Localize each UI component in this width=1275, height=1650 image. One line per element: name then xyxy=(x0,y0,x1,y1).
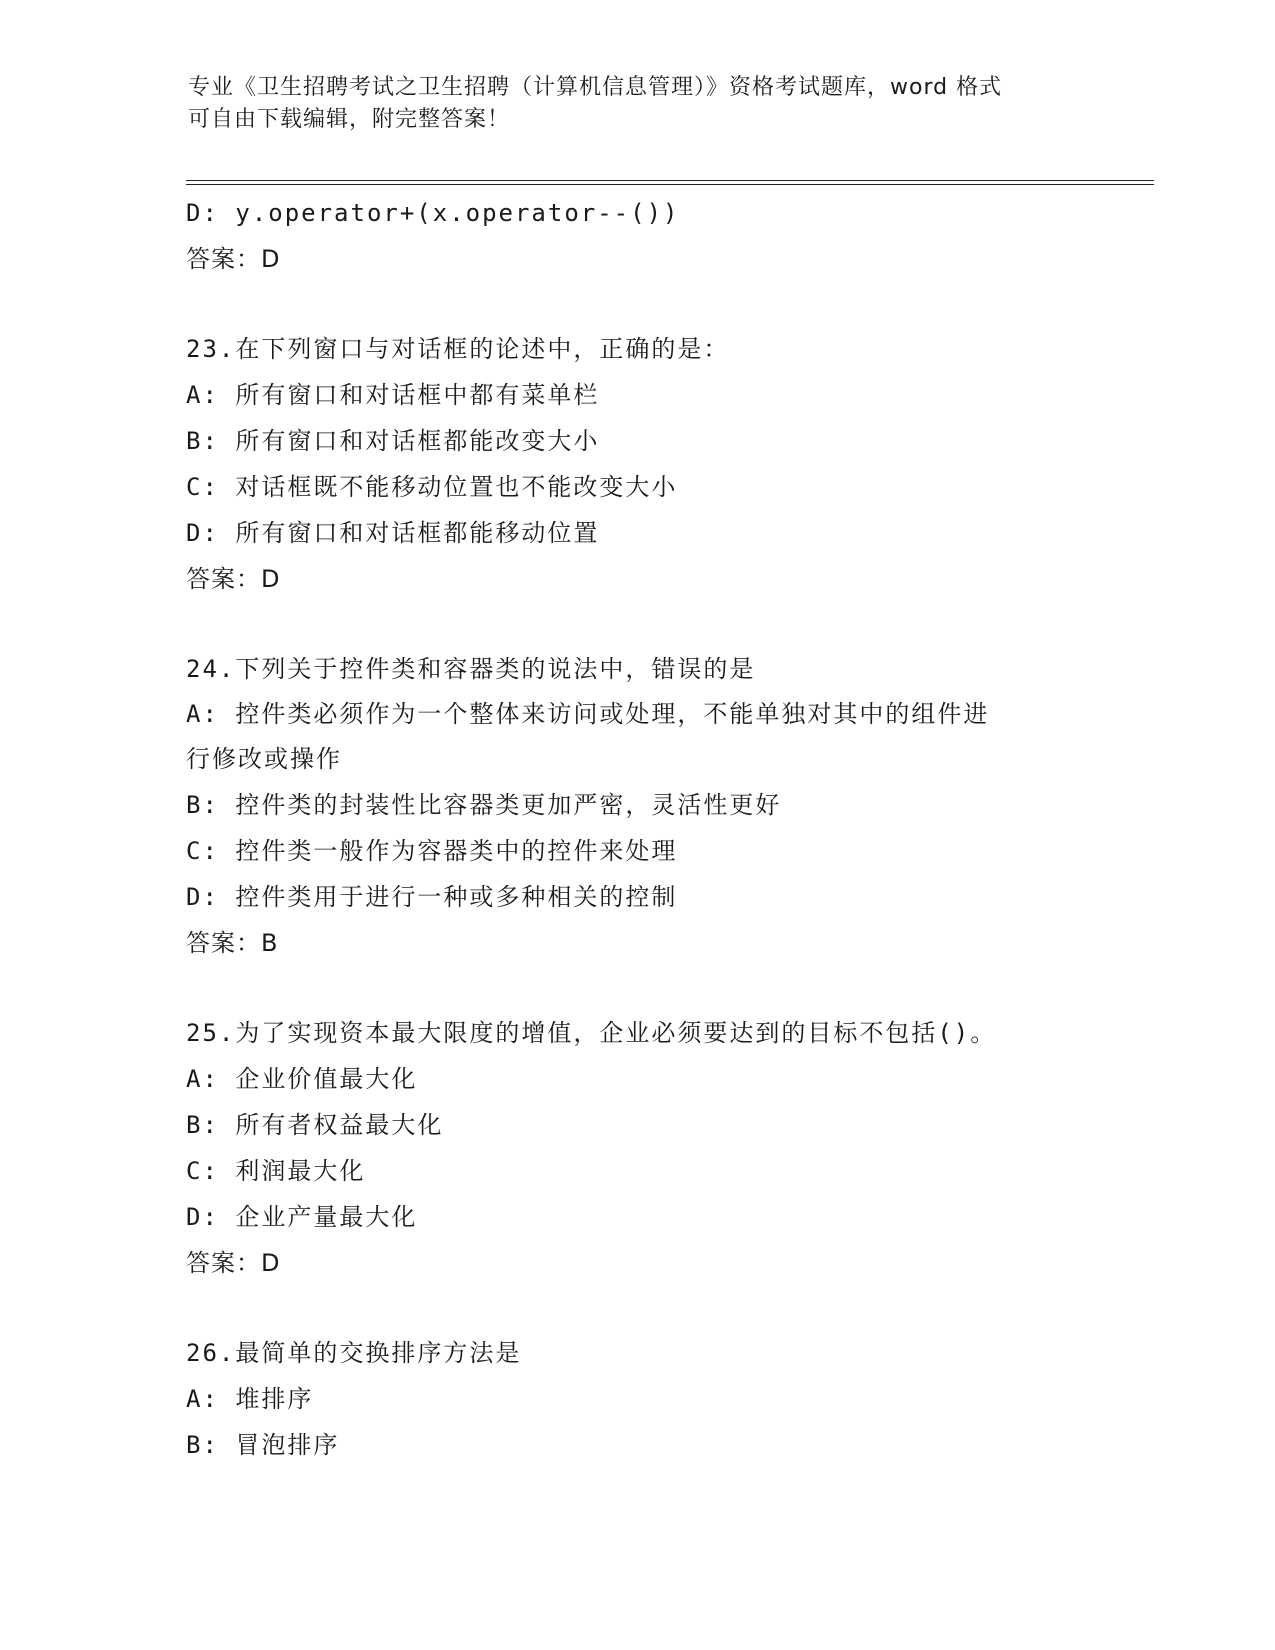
option-c: C: 利润最大化 xyxy=(186,1157,366,1185)
question-26 xyxy=(186,1330,1086,1468)
answer: 答案：D xyxy=(186,1249,281,1277)
header-line-1: 专业《卫生招聘考试之卫生招聘（计算机信息管理）》资格考试题库，word 格式 xyxy=(188,75,1003,100)
option-d: D: y.operator+(x.operator--()) xyxy=(186,199,680,227)
option-a: A: 堆排序 xyxy=(186,1385,314,1413)
option-b: B: 冒泡排序 xyxy=(186,1431,340,1459)
answer: 答案：D xyxy=(186,245,281,273)
option-d: D: 所有窗口和对话框都能移动位置 xyxy=(186,519,600,547)
option-c: C: 控件类一般作为容器类中的控件来处理 xyxy=(186,837,678,865)
question-25 xyxy=(186,1010,1086,1286)
question-list xyxy=(186,190,1086,1468)
answer: 答案：B xyxy=(186,929,279,957)
option-a-line-1: A: 控件类必须作为一个整体来访问或处理，不能单独对其中的组件进 xyxy=(186,700,990,728)
option-d: D: 控件类用于进行一种或多种相关的控制 xyxy=(186,883,678,911)
question-22-fragment xyxy=(186,190,1086,282)
option-d: D: 企业产量最大化 xyxy=(186,1203,418,1231)
question-text: 25.为了实现资本最大限度的增值，企业必须要达到的目标不包括()。 xyxy=(186,1019,997,1047)
question-text: 23.在下列窗口与对话框的论述中，正确的是： xyxy=(186,335,730,363)
option-a: A: 企业价值最大化 xyxy=(186,1065,418,1093)
question-text: 24.下列关于控件类和容器类的说法中，错误的是 xyxy=(186,655,756,683)
page-header xyxy=(188,72,1088,136)
question-text: 26.最简单的交换排序方法是 xyxy=(186,1339,522,1367)
option-a-line-2: 行修改或操作 xyxy=(186,745,342,773)
option-b: B: 所有窗口和对话框都能改变大小 xyxy=(186,427,600,455)
header-line-2: 可自由下载编辑，附完整答案！ xyxy=(188,107,511,132)
header-divider xyxy=(186,180,1154,185)
option-c: C: 对话框既不能移动位置也不能改变大小 xyxy=(186,473,678,501)
answer: 答案：D xyxy=(186,565,281,593)
question-24 xyxy=(186,646,1086,966)
option-b: B: 所有者权益最大化 xyxy=(186,1111,444,1139)
option-a: A: 所有窗口和对话框中都有菜单栏 xyxy=(186,381,600,409)
question-23 xyxy=(186,326,1086,602)
option-b: B: 控件类的封装性比容器类更加严密，灵活性更好 xyxy=(186,791,782,819)
